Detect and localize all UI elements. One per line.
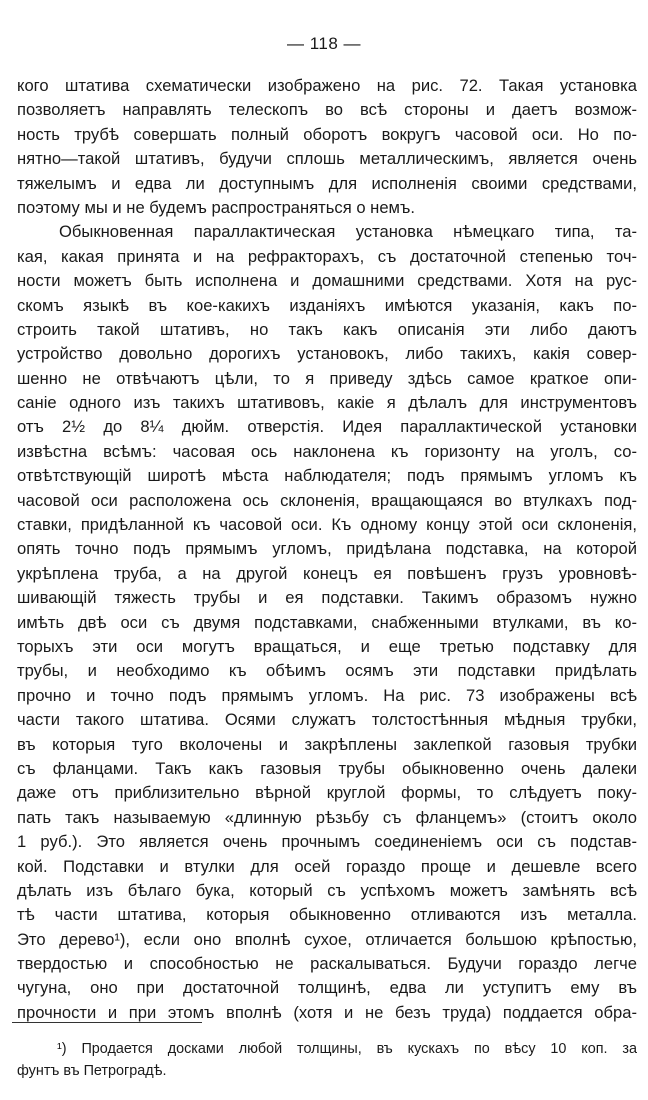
text-line: шивающій тяжесть трубы и ея подставки. Такимъ образомъ нужно: [17, 588, 637, 608]
text-line: прочности и при этомъ вполнѣ (хотя и не безъ труда) поддается обра-: [17, 1002, 637, 1022]
text-line: устройство довольно дорогихъ установокъ, либо такихъ, какія совер-: [17, 344, 637, 364]
text-line: укрѣплена труба, а на другой конецъ ея повѣшенъ грузъ уровновѣ-: [17, 563, 637, 583]
text-line: опять точно подъ прямымъ угломъ, придѣлана подставка, на которой: [17, 539, 637, 559]
text-line: Это дерево¹), если оно вполнѣ сухое, отличается большою крѣпостью,: [17, 929, 637, 949]
footnote: [17, 1038, 637, 1082]
footnote-divider: [12, 1022, 202, 1023]
text-line: шенно не отвѣчаютъ цѣли, то я приведу здѣсь самое краткое опи-: [17, 368, 637, 388]
text-line: имѣть двѣ оси съ двумя подставками, снабженными втулками, въ ко-: [17, 612, 637, 632]
text-line: кая, какая принята и на рефракторахъ, съ достаточной степенью точ-: [17, 246, 637, 266]
text-line: въ которыя туго вколочены и закрѣплены заклепкой газовыя трубки: [17, 734, 637, 754]
text-line: тѣ части штатива, которыя обыкновенно отливаются изъ металла.: [17, 905, 637, 925]
text-line: ность трубѣ совершать полный оборотъ вокругъ часовой оси. Но по-: [17, 124, 637, 144]
body-text: [17, 74, 637, 1025]
text-line: отъ 2½ до 8¼ дюйм. отверстія. Идея параллактической установки: [17, 417, 637, 437]
text-line: тяжелымъ и едва ли доступнымъ для исполненія своими средствами,: [17, 173, 637, 193]
text-line: чугуна, оно при достаточной толщинѣ, едва ли уступитъ ему въ: [17, 978, 637, 998]
text-line: части такого штатива. Осями служатъ толстостѣнныя мѣдныя трубки,: [17, 710, 637, 730]
text-line: нятно—такой штативъ, будучи сплошь металлическимъ, является очень: [17, 149, 637, 169]
text-line: ставки, придѣланной къ часовой оси. Къ одному концу этой оси склоненія,: [17, 515, 637, 535]
footnote-line: ¹) Продается досками любой толщины, въ кускахъ по вѣсу 10 коп. за: [57, 1041, 637, 1057]
text-line: извѣстна всѣмъ: часовая ось наклонена къ горизонту на уголъ, со-: [17, 441, 637, 461]
text-line: 1 руб.). Это является очень прочнымъ соединеніемъ оси съ подстав-: [17, 832, 637, 852]
text-line: твердостью и способностью не раскалываться. Будучи гораздо легче: [17, 954, 637, 974]
page-number: — 118 —: [286, 34, 362, 53]
text-line: часовой оси расположена ось склоненія, вращающаяся во втулкахъ под-: [17, 490, 637, 510]
text-line: поэтому мы и не будемъ распространяться о немъ.: [17, 197, 415, 217]
text-line: саніе одного изъ такихъ штативовъ, какіе я дѣлалъ для инструментовъ: [17, 393, 637, 413]
text-line: ности можетъ быть исполнена и домашними средствами. Хотя на рус-: [17, 271, 637, 291]
text-line: торыхъ эти оси могутъ вращаться, и еще третью подставку для: [17, 636, 637, 656]
text-line: дѣлать изъ бѣлаго бука, который съ успѣхомъ можетъ замѣнять всѣ: [17, 880, 637, 900]
text-line: скомъ языкѣ въ кое-какихъ изданіяхъ имѣются указанія, какъ по-: [17, 295, 637, 315]
text-line: строить такой штативъ, но такъ какъ описанія эти либо даютъ: [17, 319, 637, 339]
text-line: отвѣтствующій широтѣ мѣста наблюдателя; подъ прямымъ угломъ къ: [17, 466, 637, 486]
text-line: пать такъ называемую «длинную рѣзьбу съ фланцемъ» (стоитъ около: [17, 807, 637, 827]
text-line: съ фланцами. Такъ какъ газовыя трубы обыкновенно очень далеки: [17, 758, 637, 778]
text-line: Обыкновенная параллактическая установка нѣмецкаго типа, та-: [59, 222, 637, 242]
text-line: кой. Подставки и втулки для осей гораздо проще и дешевле всего: [17, 856, 637, 876]
text-line: кого штатива схематически изображено на рис. 72. Такая установка: [17, 76, 637, 95]
text-line: даже отъ приблизительно вѣрной круглой формы, то слѣдуетъ поку-: [17, 783, 637, 803]
text-line: трубы, и необходимо къ обѣимъ осямъ эти подставки придѣлать: [17, 661, 637, 681]
text-line: позволяетъ направлять телескопъ во всѣ стороны и даетъ возмож-: [17, 100, 637, 120]
footnote-line: фунтъ въ Петроградѣ.: [17, 1063, 167, 1079]
text-line: прочно и точно подъ прямымъ угломъ. На рис. 73 изображены всѣ: [17, 685, 637, 705]
